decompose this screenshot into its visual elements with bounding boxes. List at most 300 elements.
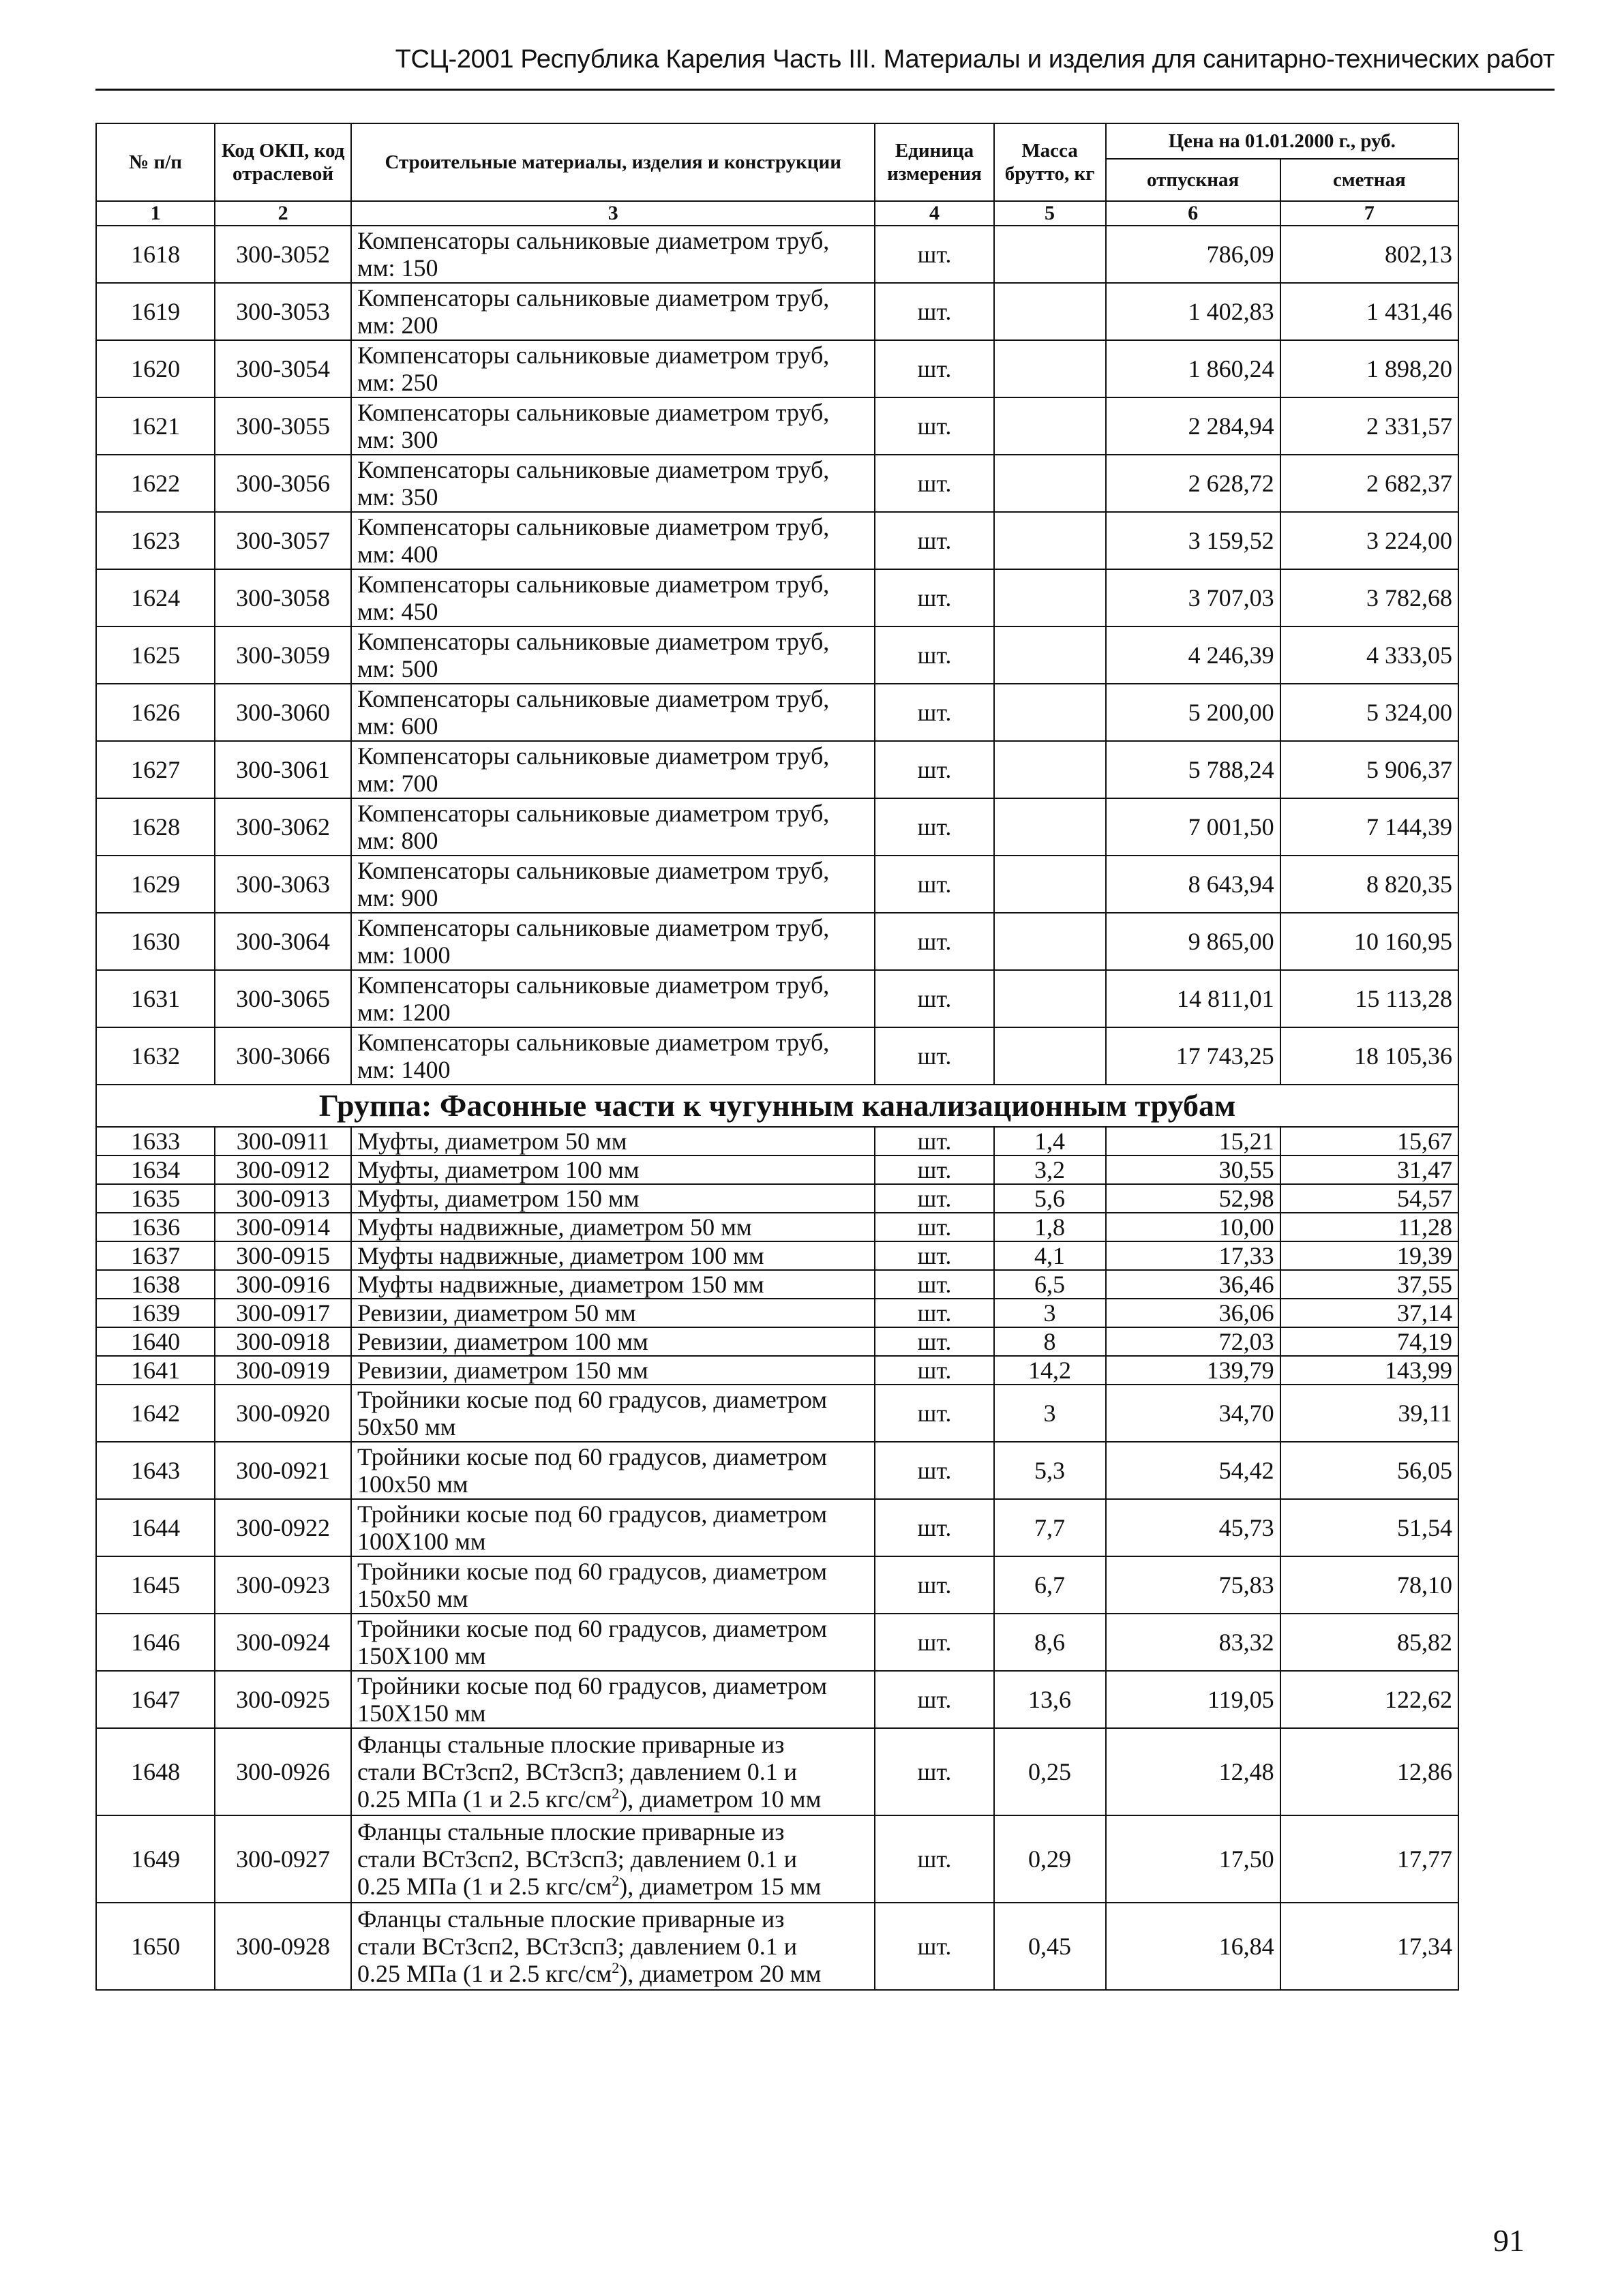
row-code: 300-0911 xyxy=(215,1127,351,1155)
table-row xyxy=(96,1614,1458,1671)
row-number: 1623 xyxy=(96,512,215,569)
row-price-estimate: 4 333,05 xyxy=(1280,626,1458,684)
row-code: 300-3060 xyxy=(215,684,351,741)
row-price-release: 54,42 xyxy=(1106,1442,1280,1499)
table-row xyxy=(96,1327,1458,1356)
row-number: 1637 xyxy=(96,1241,215,1270)
row-unit: шт. xyxy=(875,1671,993,1728)
row-name xyxy=(351,798,875,856)
table-row xyxy=(96,1184,1458,1213)
row-price-estimate: 7 144,39 xyxy=(1280,798,1458,856)
header-price-group: Цена на 01.01.2000 г., руб. xyxy=(1106,123,1458,159)
text-line: стали ВСт3сп2, ВСт3сп3; давлением 0.1 и xyxy=(357,1845,798,1873)
row-code: 300-0915 xyxy=(215,1241,351,1270)
row-code: 300-0927 xyxy=(215,1815,351,1903)
table-row xyxy=(96,1299,1458,1327)
row-code: 300-0913 xyxy=(215,1184,351,1213)
row-number: 1627 xyxy=(96,741,215,798)
row-unit: шт. xyxy=(875,1299,993,1327)
row-number: 1634 xyxy=(96,1155,215,1184)
text-line: мм: 500 xyxy=(357,655,438,682)
row-mass xyxy=(994,283,1106,340)
row-number: 1639 xyxy=(96,1299,215,1327)
row-price-release: 45,73 xyxy=(1106,1499,1280,1556)
row-mass xyxy=(994,913,1106,970)
row-mass xyxy=(994,856,1106,913)
row-number: 1629 xyxy=(96,856,215,913)
header-unit: Единица измерения xyxy=(875,123,993,201)
row-unit: шт. xyxy=(875,1903,993,1990)
text-line: Фланцы стальные плоские приварные из xyxy=(357,1905,785,1933)
text-line: ), диаметром 15 мм xyxy=(619,1873,822,1900)
row-number: 1650 xyxy=(96,1903,215,1990)
header-num: № п/п xyxy=(96,123,215,201)
text-line: стали ВСт3сп2, ВСт3сп3; давлением 0.1 и xyxy=(357,1933,798,1960)
row-price-estimate: 2 331,57 xyxy=(1280,397,1458,455)
row-number: 1626 xyxy=(96,684,215,741)
row-mass xyxy=(994,1027,1106,1085)
row-price-estimate: 15,67 xyxy=(1280,1127,1458,1155)
row-name xyxy=(351,1815,875,1903)
row-mass: 5,3 xyxy=(994,1442,1106,1499)
row-mass: 3,2 xyxy=(994,1155,1106,1184)
row-price-estimate: 143,99 xyxy=(1280,1356,1458,1385)
text-line: Компенсаторы сальниковые диаметром труб, xyxy=(357,971,830,999)
row-mass: 8,6 xyxy=(994,1614,1106,1671)
row-unit: шт. xyxy=(875,798,993,856)
row-price-estimate: 3 224,00 xyxy=(1280,512,1458,569)
table-row xyxy=(96,970,1458,1027)
row-price-estimate: 39,11 xyxy=(1280,1385,1458,1442)
text-line: Тройники косые под 60 градусов, диаметром xyxy=(357,1500,828,1528)
row-mass xyxy=(994,512,1106,569)
row-number: 1640 xyxy=(96,1327,215,1356)
row-unit: шт. xyxy=(875,970,993,1027)
row-price-estimate: 37,55 xyxy=(1280,1270,1458,1299)
row-price-estimate: 78,10 xyxy=(1280,1556,1458,1614)
row-name xyxy=(351,455,875,512)
row-unit: шт. xyxy=(875,1184,993,1213)
text-line: мм: 350 xyxy=(357,483,438,511)
text-line: Тройники косые под 60 градусов, диаметром xyxy=(357,1386,828,1413)
table-row xyxy=(96,741,1458,798)
row-name xyxy=(351,626,875,684)
header-price-estimate: сметная xyxy=(1280,159,1458,201)
table-row xyxy=(96,340,1458,397)
row-code: 300-3057 xyxy=(215,512,351,569)
row-unit: шт. xyxy=(875,1815,993,1903)
text-line: 150Х100 мм xyxy=(357,1642,486,1670)
table-row xyxy=(96,1556,1458,1614)
row-name xyxy=(351,283,875,340)
table-row xyxy=(96,1356,1458,1385)
row-unit: шт. xyxy=(875,1442,993,1499)
table-row xyxy=(96,1270,1458,1299)
row-price-release: 34,70 xyxy=(1106,1385,1280,1442)
row-mass xyxy=(994,340,1106,397)
row-unit: шт. xyxy=(875,1499,993,1556)
text-line: Фланцы стальные плоские приварные из xyxy=(357,1818,785,1845)
row-unit: шт. xyxy=(875,1356,993,1385)
text-line: Компенсаторы сальниковые диаметром труб, xyxy=(357,857,830,884)
text-line: мм: 400 xyxy=(357,541,438,568)
row-price-release: 1 860,24 xyxy=(1106,340,1280,397)
row-code: 300-0919 xyxy=(215,1356,351,1385)
row-code: 300-3056 xyxy=(215,455,351,512)
text-line: мм: 450 xyxy=(357,598,438,625)
row-number: 1636 xyxy=(96,1213,215,1241)
row-name xyxy=(351,1556,875,1614)
row-price-estimate: 2 682,37 xyxy=(1280,455,1458,512)
text-line: Компенсаторы сальниковые диаметром труб, xyxy=(357,399,830,426)
row-number: 1619 xyxy=(96,283,215,340)
table-row xyxy=(96,1027,1458,1085)
row-mass xyxy=(994,741,1106,798)
row-code: 300-0922 xyxy=(215,1499,351,1556)
text-line: ), диаметром 10 мм xyxy=(619,1785,822,1813)
text-line: Компенсаторы сальниковые диаметром труб, xyxy=(357,685,830,712)
table-row xyxy=(96,1442,1458,1499)
row-number: 1644 xyxy=(96,1499,215,1556)
row-unit: шт. xyxy=(875,1327,993,1356)
column-number: 5 xyxy=(994,201,1106,226)
row-mass xyxy=(994,226,1106,283)
table-row xyxy=(96,1385,1458,1442)
row-unit: шт. xyxy=(875,1213,993,1241)
row-mass xyxy=(994,626,1106,684)
header-name: Строительные материалы, изделия и конструкции xyxy=(351,123,875,201)
row-name xyxy=(351,970,875,1027)
row-code: 300-0923 xyxy=(215,1556,351,1614)
row-number: 1622 xyxy=(96,455,215,512)
row-price-release: 139,79 xyxy=(1106,1356,1280,1385)
text-line: мм: 1000 xyxy=(357,941,451,969)
text-line: мм: 300 xyxy=(357,426,438,453)
row-price-estimate: 1 898,20 xyxy=(1280,340,1458,397)
row-mass: 0,25 xyxy=(994,1728,1106,1815)
header-mass: Масса брутто, кг xyxy=(994,123,1106,201)
row-number: 1633 xyxy=(96,1127,215,1155)
row-price-estimate: 18 105,36 xyxy=(1280,1027,1458,1085)
row-code: 300-3061 xyxy=(215,741,351,798)
row-name xyxy=(351,226,875,283)
row-mass: 6,5 xyxy=(994,1270,1106,1299)
row-number: 1624 xyxy=(96,569,215,626)
text-line: мм: 700 xyxy=(357,770,438,797)
table-row xyxy=(96,1499,1458,1556)
row-price-release: 17,50 xyxy=(1106,1815,1280,1903)
row-name: Муфты, диаметром 100 мм xyxy=(351,1155,875,1184)
group-title: Группа: Фасонные части к чугунным канализационным трубам xyxy=(96,1085,1458,1127)
row-price-release: 5 200,00 xyxy=(1106,684,1280,741)
row-price-release: 75,83 xyxy=(1106,1556,1280,1614)
row-price-release: 3 707,03 xyxy=(1106,569,1280,626)
row-number: 1646 xyxy=(96,1614,215,1671)
row-price-estimate: 1 431,46 xyxy=(1280,283,1458,340)
row-price-estimate: 10 160,95 xyxy=(1280,913,1458,970)
table-row xyxy=(96,512,1458,569)
row-code: 300-0912 xyxy=(215,1155,351,1184)
row-code: 300-0924 xyxy=(215,1614,351,1671)
row-price-release: 9 865,00 xyxy=(1106,913,1280,970)
row-price-estimate: 19,39 xyxy=(1280,1241,1458,1270)
text-line: Компенсаторы сальниковые диаметром труб, xyxy=(357,284,830,312)
row-price-release: 2 628,72 xyxy=(1106,455,1280,512)
row-name: Ревизии, диаметром 50 мм xyxy=(351,1299,875,1327)
row-number: 1631 xyxy=(96,970,215,1027)
group-heading-row xyxy=(96,1085,1458,1127)
row-code: 300-0914 xyxy=(215,1213,351,1241)
row-mass: 0,45 xyxy=(994,1903,1106,1990)
table-row xyxy=(96,1728,1458,1815)
row-price-estimate: 51,54 xyxy=(1280,1499,1458,1556)
row-unit: шт. xyxy=(875,1556,993,1614)
row-number: 1630 xyxy=(96,913,215,970)
text-line: 100x50 мм xyxy=(357,1470,468,1498)
row-code: 300-3066 xyxy=(215,1027,351,1085)
text-line: 150x50 мм xyxy=(357,1585,468,1612)
row-mass: 4,1 xyxy=(994,1241,1106,1270)
text-line: мм: 150 xyxy=(357,254,438,282)
table-row xyxy=(96,569,1458,626)
row-unit: шт. xyxy=(875,226,993,283)
header-price-release: отпускная xyxy=(1106,159,1280,201)
row-name: Ревизии, диаметром 150 мм xyxy=(351,1356,875,1385)
row-mass: 6,7 xyxy=(994,1556,1106,1614)
row-unit: шт. xyxy=(875,1728,993,1815)
row-price-release: 15,21 xyxy=(1106,1127,1280,1155)
row-unit: шт. xyxy=(875,1385,993,1442)
row-number: 1620 xyxy=(96,340,215,397)
text-line: 0.25 МПа (1 и 2.5 кгс/см xyxy=(357,1873,612,1900)
row-price-estimate: 17,77 xyxy=(1280,1815,1458,1903)
text-line: мм: 1400 xyxy=(357,1056,451,1083)
table-row xyxy=(96,684,1458,741)
row-mass: 13,6 xyxy=(994,1671,1106,1728)
row-number: 1618 xyxy=(96,226,215,283)
row-price-release: 14 811,01 xyxy=(1106,970,1280,1027)
row-mass: 3 xyxy=(994,1385,1106,1442)
row-number: 1632 xyxy=(96,1027,215,1085)
table-row xyxy=(96,798,1458,856)
text-line: Тройники косые под 60 градусов, диаметром xyxy=(357,1672,828,1700)
table-row xyxy=(96,1815,1458,1903)
row-price-release: 119,05 xyxy=(1106,1671,1280,1728)
row-code: 300-0925 xyxy=(215,1671,351,1728)
row-price-estimate: 122,62 xyxy=(1280,1671,1458,1728)
row-number: 1635 xyxy=(96,1184,215,1213)
row-number: 1628 xyxy=(96,798,215,856)
header-divider xyxy=(95,89,1555,91)
row-unit: шт. xyxy=(875,1270,993,1299)
row-name xyxy=(351,913,875,970)
text-line: Тройники косые под 60 градусов, диаметром xyxy=(357,1615,828,1642)
row-price-release: 12,48 xyxy=(1106,1728,1280,1815)
row-price-release: 52,98 xyxy=(1106,1184,1280,1213)
row-number: 1647 xyxy=(96,1671,215,1728)
table-row xyxy=(96,1241,1458,1270)
row-number: 1648 xyxy=(96,1728,215,1815)
row-code: 300-0926 xyxy=(215,1728,351,1815)
superscript: 2 xyxy=(612,1872,620,1889)
table-row xyxy=(96,1155,1458,1184)
text-line: Компенсаторы сальниковые диаметром труб, xyxy=(357,742,830,770)
text-line: Компенсаторы сальниковые диаметром труб, xyxy=(357,227,830,254)
row-name xyxy=(351,1903,875,1990)
column-numbers-row xyxy=(96,201,1458,226)
row-unit: шт. xyxy=(875,1241,993,1270)
row-code: 300-0920 xyxy=(215,1385,351,1442)
row-price-release: 7 001,50 xyxy=(1106,798,1280,856)
header-code: Код ОКП, код отраслевой xyxy=(215,123,351,201)
row-price-release: 4 246,39 xyxy=(1106,626,1280,684)
row-unit: шт. xyxy=(875,455,993,512)
row-price-estimate: 12,86 xyxy=(1280,1728,1458,1815)
row-name: Муфты надвижные, диаметром 100 мм xyxy=(351,1241,875,1270)
row-mass: 0,29 xyxy=(994,1815,1106,1903)
row-mass xyxy=(994,569,1106,626)
row-mass: 14,2 xyxy=(994,1356,1106,1385)
text-line: мм: 600 xyxy=(357,712,438,740)
column-number: 1 xyxy=(96,201,215,226)
row-unit: шт. xyxy=(875,856,993,913)
row-price-estimate: 15 113,28 xyxy=(1280,970,1458,1027)
row-mass: 7,7 xyxy=(994,1499,1106,1556)
column-number: 7 xyxy=(1280,201,1458,226)
row-code: 300-3064 xyxy=(215,913,351,970)
text-line: 0.25 МПа (1 и 2.5 кгс/см xyxy=(357,1785,612,1813)
row-unit: шт. xyxy=(875,684,993,741)
row-price-estimate: 37,14 xyxy=(1280,1299,1458,1327)
row-unit: шт. xyxy=(875,340,993,397)
row-price-release: 72,03 xyxy=(1106,1327,1280,1356)
row-code: 300-3063 xyxy=(215,856,351,913)
row-name: Ревизии, диаметром 100 мм xyxy=(351,1327,875,1356)
row-mass xyxy=(994,798,1106,856)
row-code: 300-0917 xyxy=(215,1299,351,1327)
row-number: 1645 xyxy=(96,1556,215,1614)
page-number: 91 xyxy=(1493,2223,1525,2258)
row-code: 300-3059 xyxy=(215,626,351,684)
row-price-estimate: 11,28 xyxy=(1280,1213,1458,1241)
row-name xyxy=(351,397,875,455)
text-line: мм: 200 xyxy=(357,312,438,339)
row-unit: шт. xyxy=(875,1127,993,1155)
row-price-release: 16,84 xyxy=(1106,1903,1280,1990)
text-line: стали ВСт3сп2, ВСт3сп3; давлением 0.1 и xyxy=(357,1758,798,1785)
text-line: 0.25 МПа (1 и 2.5 кгс/см xyxy=(357,1960,612,1987)
row-price-release: 30,55 xyxy=(1106,1155,1280,1184)
row-name xyxy=(351,1614,875,1671)
row-code: 300-3053 xyxy=(215,283,351,340)
row-number: 1638 xyxy=(96,1270,215,1299)
row-code: 300-3054 xyxy=(215,340,351,397)
row-price-estimate: 31,47 xyxy=(1280,1155,1458,1184)
row-code: 300-3062 xyxy=(215,798,351,856)
row-name xyxy=(351,684,875,741)
row-price-estimate: 54,57 xyxy=(1280,1184,1458,1213)
row-number: 1641 xyxy=(96,1356,215,1385)
row-mass: 3 xyxy=(994,1299,1106,1327)
row-unit: шт. xyxy=(875,569,993,626)
table-row xyxy=(96,856,1458,913)
row-name xyxy=(351,856,875,913)
text-line: мм: 1200 xyxy=(357,999,451,1026)
table-row xyxy=(96,455,1458,512)
row-mass: 1,4 xyxy=(994,1127,1106,1155)
row-code: 300-3052 xyxy=(215,226,351,283)
text-line: 50x50 мм xyxy=(357,1413,456,1440)
text-line: Компенсаторы сальниковые диаметром труб, xyxy=(357,914,830,941)
row-code: 300-0918 xyxy=(215,1327,351,1356)
text-line: Компенсаторы сальниковые диаметром труб, xyxy=(357,1029,830,1056)
row-name xyxy=(351,512,875,569)
text-line: мм: 800 xyxy=(357,827,438,854)
row-price-estimate: 85,82 xyxy=(1280,1614,1458,1671)
text-line: Фланцы стальные плоские приварные из xyxy=(357,1731,785,1758)
row-price-estimate: 5 906,37 xyxy=(1280,741,1458,798)
table-row xyxy=(96,1213,1458,1241)
row-name xyxy=(351,1027,875,1085)
column-number: 3 xyxy=(351,201,875,226)
row-name: Муфты надвижные, диаметром 50 мм xyxy=(351,1213,875,1241)
table-header-row-1 xyxy=(96,123,1458,159)
row-price-release: 17,33 xyxy=(1106,1241,1280,1270)
row-number: 1625 xyxy=(96,626,215,684)
row-mass xyxy=(994,397,1106,455)
text-line: 100Х100 мм xyxy=(357,1528,486,1555)
row-name: Муфты, диаметром 150 мм xyxy=(351,1184,875,1213)
row-unit: шт. xyxy=(875,1614,993,1671)
row-price-estimate: 17,34 xyxy=(1280,1903,1458,1990)
text-line: Компенсаторы сальниковые диаметром труб, xyxy=(357,571,830,598)
row-code: 300-0916 xyxy=(215,1270,351,1299)
row-code: 300-3058 xyxy=(215,569,351,626)
row-mass: 5,6 xyxy=(994,1184,1106,1213)
text-line: ), диаметром 20 мм xyxy=(619,1960,822,1987)
page-header: ТСЦ-2001 Республика Карелия Часть III. Материалы и изделия для санитарно-технических работ xyxy=(395,45,1555,74)
row-price-release: 1 402,83 xyxy=(1106,283,1280,340)
table-row xyxy=(96,626,1458,684)
text-line: мм: 900 xyxy=(357,884,438,911)
row-price-release: 786,09 xyxy=(1106,226,1280,283)
table-row xyxy=(96,226,1458,283)
row-unit: шт. xyxy=(875,1155,993,1184)
column-number: 4 xyxy=(875,201,993,226)
row-price-release: 10,00 xyxy=(1106,1213,1280,1241)
row-name xyxy=(351,1385,875,1442)
row-unit: шт. xyxy=(875,283,993,340)
row-price-estimate: 3 782,68 xyxy=(1280,569,1458,626)
row-name xyxy=(351,569,875,626)
row-unit: шт. xyxy=(875,913,993,970)
column-number: 2 xyxy=(215,201,351,226)
row-name xyxy=(351,741,875,798)
row-code: 300-3065 xyxy=(215,970,351,1027)
row-name xyxy=(351,340,875,397)
row-price-estimate: 802,13 xyxy=(1280,226,1458,283)
row-name xyxy=(351,1442,875,1499)
row-mass xyxy=(994,970,1106,1027)
column-number: 6 xyxy=(1106,201,1280,226)
row-name xyxy=(351,1499,875,1556)
row-price-estimate: 5 324,00 xyxy=(1280,684,1458,741)
row-number: 1621 xyxy=(96,397,215,455)
text-line: Тройники косые под 60 градусов, диаметром xyxy=(357,1558,828,1585)
row-price-release: 5 788,24 xyxy=(1106,741,1280,798)
row-unit: шт. xyxy=(875,741,993,798)
price-table xyxy=(95,123,1459,1991)
